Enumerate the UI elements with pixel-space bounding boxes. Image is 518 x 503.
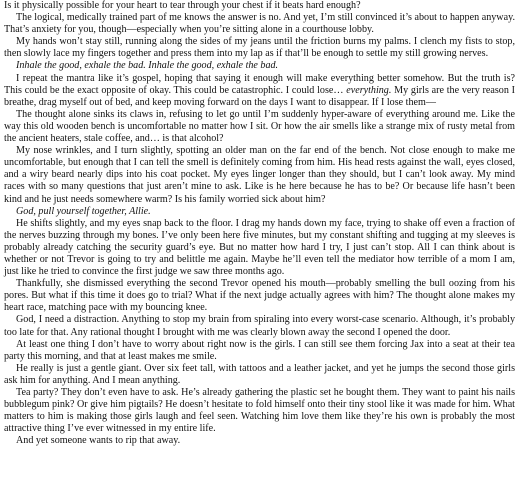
paragraph-15: And yet someone wants to rip that away. [16,435,181,447]
paragraph-13: He really is just a gentle giant. Over six feet tall, with tattoos and a leather jacket, and yet he jumps the second those girls ask him for anything. And I mean anything. [4,362,515,386]
paragraph-inner-thought: God, pull yourself together, Allie. [16,205,151,217]
paragraph-14: Tea party? They don’t even have to ask. He’s already gathering the plastic set he bought them. They want to paint his nails bubblegum pink? Or give him pigtails? He doesn’t hesitate to fold himself onto their tiny stool like it was made for him. What matters to him is making those girls laugh and feel seen. Watching him love them like they’re his own is probably the most attractive thing I’ve ever witnessed in my entire life. [4,387,515,435]
paragraph-5-text-b: My girls are the very reason I breathe, drag myself out of bed, and keep moving forward on the days I want to disappear. If I lose them— [4,84,515,108]
paragraph-5-text-a: I repeat the mantra like it’s gospel, hoping that saying it enough will make everything better somehow. But the truth is? This could be the exact opposite of okay. This could be catastrophic. I could lose… [4,72,515,96]
paragraph-6: The thought alone sinks its claws in, refusing to let go until I’m suddenly hyper-aware of everything around me. Like the way this old wooden bench is uncomfortable no matter how I sit. Or how the air smells like a strange mix of rusty metal from the ancient heaters, stale coffee, and… is that alcohol? [4,108,515,145]
paragraph-3: My hands won’t stay still, running along the sides of my jeans until the friction burns my palms. I clench my fists to stop, then slowly lace my fingers together and press them into my lap as if that’ll be enough to settle my still growing nerves. [4,36,515,60]
paragraph-5 [4,73,515,109]
paragraph-2: The logical, medically trained part of me knows the answer is no. And yet, I’m still convinced it’s about to happen anyway. That’s anxiety for you, though—especially when you’re sitting alone in a courthouse lobby. [4,12,515,36]
paragraph-11: God, I need a distraction. Anything to stop my brain from spiraling into every worst-case scenario. Although, it’s probably too late for that. Any rational thought I brought with me was clearly blown away the second I opened the door. [4,314,515,338]
paragraph-mantra: Inhale the good, exhale the bad. Inhale the good, exhale the bad. [16,60,279,72]
paragraph-9: He shifts slightly, and my eyes snap back to the floor. I drag my hands down my face, trying to shake off even a fraction of the nerves buzzing through my bones. I’ve only been here five minutes, but my constant shifting and tugging at my sleeves is probably already catching the security guard’s eye. But no matter how hard I try, I just can’t stop. All I can think about is whether or not Trevor is going to try and belittle me again. Maybe he’ll even tell the mediator how terrible of a mom I am, just like he tried to convince the first judge we saw three months ago. [4,217,515,278]
paragraph-7: My nose wrinkles, and I turn slightly, spotting an older man on the far end of the bench. Not close enough to make me uncomfortable, but enough that I can tell the smell is definitely coming from him. His head rests against the wall, eyes closed, and a wiry beard nearly dips into his coat pocket. My eyes linger longer than they should, but I can’t look away. My mind races with so many questions that just aren’t mine to ask. Like is he here because he has to be? Or because life hasn’t been kind and he just needs somewhere warm? Is his family worried sick about him? [4,145,515,205]
paragraph-12: At least one thing I don’t have to worry about right now is the girls. I can still see them forcing Jax into a seat at their tea party this morning, and that at least makes me smile. [4,338,515,362]
paragraph-10: Thankfully, she dismissed everything the second Trevor opened his mouth—probably smelling the bull oozing from his pores. But what if this time it does go to trial? What if the next judge actually agrees with him? The thought alone makes my heart race, matching pace with my bouncing knee. [4,278,515,314]
paragraph-5-emphasis: everything. [346,84,392,96]
paragraph-1: Is it physically possible for your heart to tear through your chest if it beats hard enough? [4,0,361,11]
